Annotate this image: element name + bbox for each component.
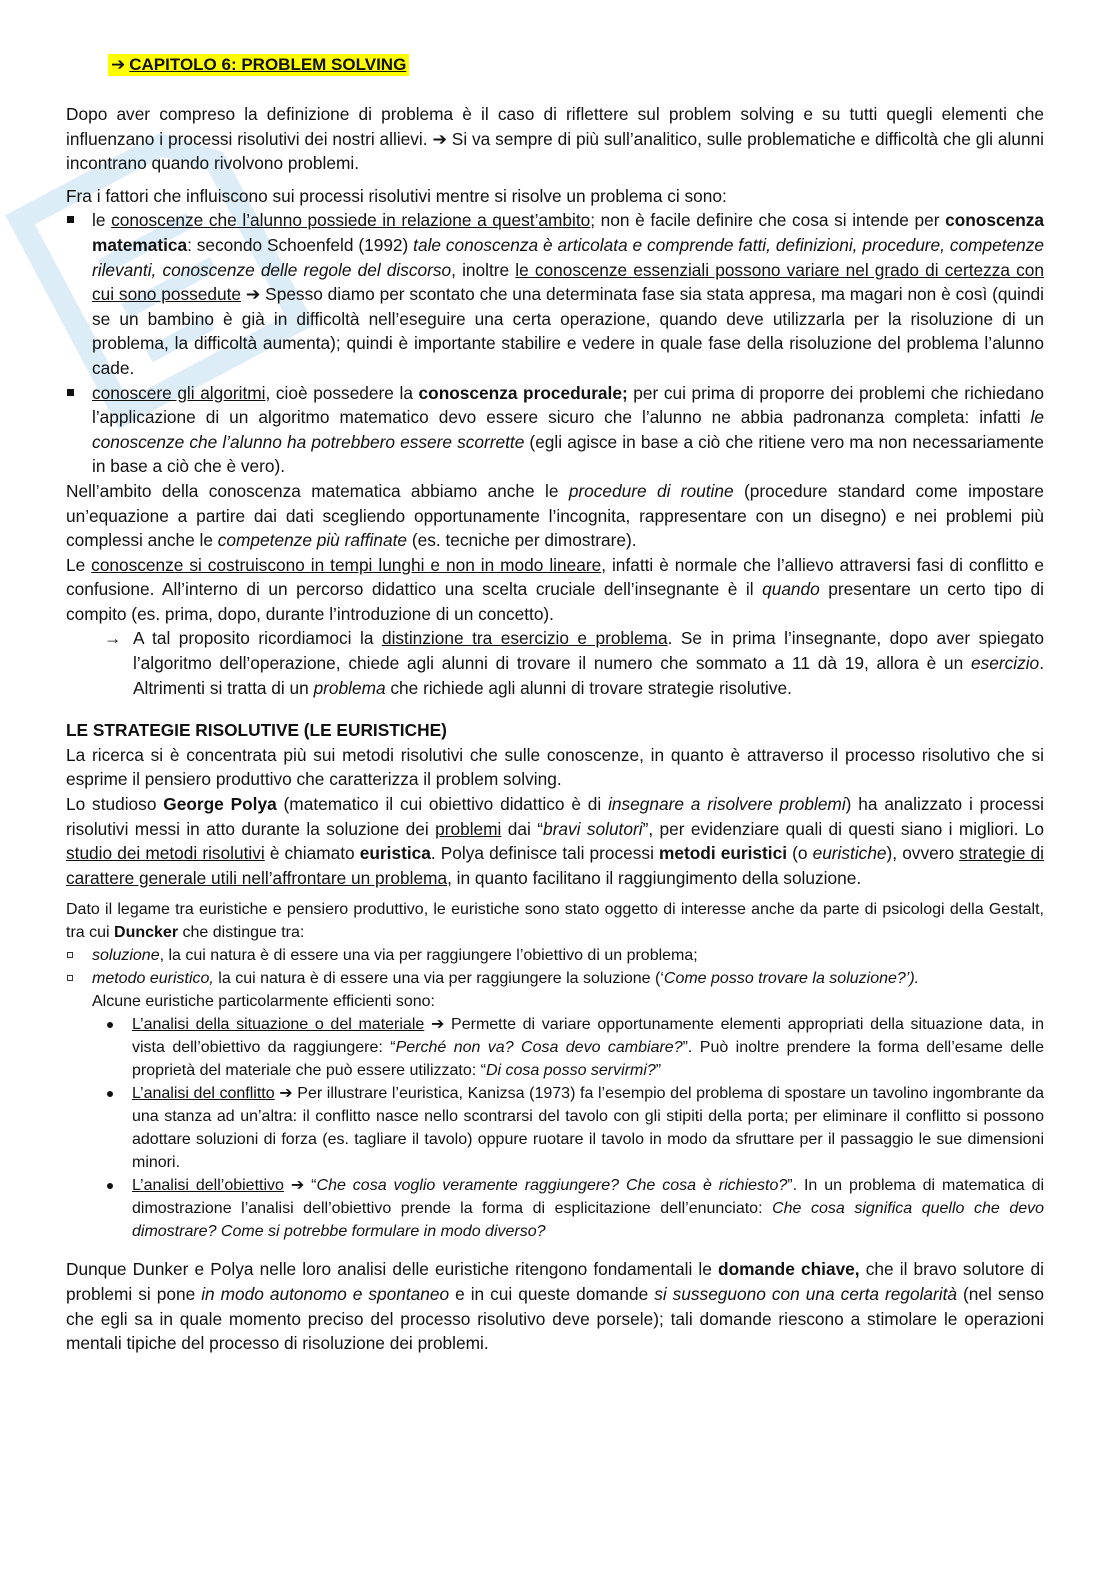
list-item: L’analisi della situazione o del materiale ➔ Permette di variare opportunamente elementi appropriati della situazione data, in vista dell’obiettivo da raggiungere: “Perché non va? Cosa devo cambiare?”. Può inoltre prendere la forma dell’esame delle proprietà del materiale che può essere utilizzato: “Di cosa posso servirmi?” xyxy=(106,1013,1044,1082)
duncker-list xyxy=(66,944,1044,990)
arrow-icon: ➔ xyxy=(111,55,126,74)
efficienti-lead: Alcune euristiche particolarmente efficienti sono: xyxy=(92,993,435,1011)
arrow-icon: ➔ xyxy=(432,128,447,149)
polya-paragraph: Lo studioso George Polya (matematico il cui obiettivo didattico è di insegnare a risolvere problemi) ha analizzato i processi risolutivi messi in atto durante la soluzione dei problemi dai “bravi solutori”, per evidenziare quali di questi siano i migliori. Lo studio dei metodi risolutivi è chiamato euristica. Polya definisce tali processi metodi euristici (o euristiche), ovvero strategie di carattere generale utili nell’affrontare un problema, in quanto facilitano il raggiungimento della soluzione. xyxy=(66,794,1045,888)
list-item: le conoscenze che l’alunno possiede in relazione a quest’ambito; non è facile definire che cosa si intende per conoscenza matematica: secondo Schoenfeld (1992) tale conoscenza è articolata e comprende fatti, definizioni, procedure, competenze rilevanti, conoscenze delle regole del discorso, inoltre le conoscenze essenziali possono variare nel grado di certezza con cui sono possedute ➔ Spesso diamo per scontato che una determinata fase sia stata appresa, ma magari non è così (quindi se un bambino è già in difficoltà nell’eseguire una certa operazione, quando deve utilizzarla per la risoluzione di un problema, la difficoltà aumenta); quindi è importante stabilire e vedere in quale fase della risoluzione del problema l’alunno cade. xyxy=(66,208,1044,380)
factors-list xyxy=(66,208,1044,479)
list-item: conoscere gli algoritmi, cioè possedere la conoscenza procedurale; per cui prima di proporre dei problemi che richiedano l’applicazione di un algoritmo matematico devo essere sicuro che l’alunno ne abbia padronanza completa: infatti le conoscenze che l’alunno ha potrebbero essere scorrette (egli agisce in base a ciò che ritiene vero ma non necessariamente in base a ciò che è vero). xyxy=(66,381,1044,479)
factors-lead: Fra i fattori che influiscono sui processi risolutivi mentre si risolve un problema ci sono: xyxy=(66,185,727,206)
list-item: L’analisi dell’obiettivo ➔ “Che cosa voglio veramente raggiungere? Che cosa è richiesto?”. In un problema di matematica di dimostrazione l’analisi dell’obiettivo prende la forma di esplicitazione dell’enunciato: Che cosa significa quello che devo dimostrare? Come si potrebbe formulare in modo diverso? xyxy=(106,1174,1044,1243)
esercizio-paragraph: → A tal proposito ricordiamoci la distinzione tra esercizio e problema. Se in prima l’insegnante, dopo aver spiegato l’algoritmo dell’operazione, chiede agli alunni di trovare il numero che sommato a 11 dà 19, allora è un esercizio. Altrimenti si tratta di un problema che richiede agli alunni di trovare strategie risolutive. xyxy=(104,628,1044,698)
intro-paragraph: Dopo aver compreso la definizione di problema è il caso di riflettere sul problem solving e su tutti quegli elementi che influenzano i processi risolutivi dei nostri allievi. ➔ Si va sempre di più sull’analitico, sulle problematiche e difficoltà che gli alunni incontrano quando rivolvono problemi. xyxy=(66,104,1045,174)
list-item: metodo euristico, la cui natura è di essere una via per raggiungere la soluzione (‘Come posso trovare la soluzione?’). xyxy=(66,967,1044,990)
section-title: LE STRATEGIE RISOLUTIVE (LE EURISTICHE) xyxy=(66,720,447,741)
gestalt-paragraph: Dato il legame tra euristiche e pensiero produttivo, le euristiche sono stato oggetto di interesse anche da parte di psicologi della Gestalt, tra cui Duncker che distingue tra: xyxy=(66,901,1044,942)
strategie-paragraph: La ricerca si è concentrata più sui metodi risolutivi che sulle conoscenze, in quanto è attraverso il processo risolutivo che si esprime il pensiero produttivo che caratterizza il problem solving. xyxy=(66,744,1044,790)
list-item: L’analisi del conflitto ➔ Per illustrare l’euristica, Kanizsa (1973) fa l’esempio del problema di spostare un tavolino ingombrante da una stanza ad un’altra: il conflitto nasce nello scontrarsi del tavolo con gli stipiti della porta; per eliminare il conflitto si possono adottare soluzioni di forza (es. tagliare il tavolo) oppure ruotare il tavolo in modo da sfruttare per il passaggio le sue dimensioni minori. xyxy=(106,1082,1044,1174)
conclusione-paragraph: Dunque Dunker e Polya nelle loro analisi delle euristiche ritengono fondamentali le domande chiave, che il bravo solutore di problemi si pone in modo autonomo e spontaneo e in cui queste domande si susseguono con una certa regolarità (nel senso che egli sa in quale momento preciso del processo risolutivo deve porsele); tali domande riescono a stimolare le operazioni mentali tipiche del processo di risoluzione dei problemi. xyxy=(66,1259,1044,1354)
arrow-icon: → xyxy=(104,628,122,649)
chapter-heading: ➔ CAPITOLO 6: PROBLEM SOLVING xyxy=(108,54,409,76)
euristiche-list xyxy=(66,1013,1044,1243)
costruzione-paragraph: Le conoscenze si costruiscono in tempi lunghi e non in modo lineare, infatti è normale che l’allievo attraversi fasi di conflitto e confusione. All’interno di un percorso didattico una scelta cruciale dell’insegnante è il quando presentare un certo tipo di compito (es. prima, dopo, durante l’introduzione di un concetto). xyxy=(66,554,1044,624)
list-item: soluzione, la cui natura è di essere una via per raggiungere l’obiettivo di un problema; xyxy=(66,944,1044,967)
routine-paragraph: Nell’ambito della conoscenza matematica abbiamo anche le procedure di routine (procedure standard come impostare un’equazione a partire dai dati scegliendo opportunamente l’incognita, rappresentare con un disegno) e nei problemi più complessi anche le competenze più raffinate (es. tecniche per dimostrare). xyxy=(66,480,1044,551)
document-page xyxy=(66,54,1044,1356)
